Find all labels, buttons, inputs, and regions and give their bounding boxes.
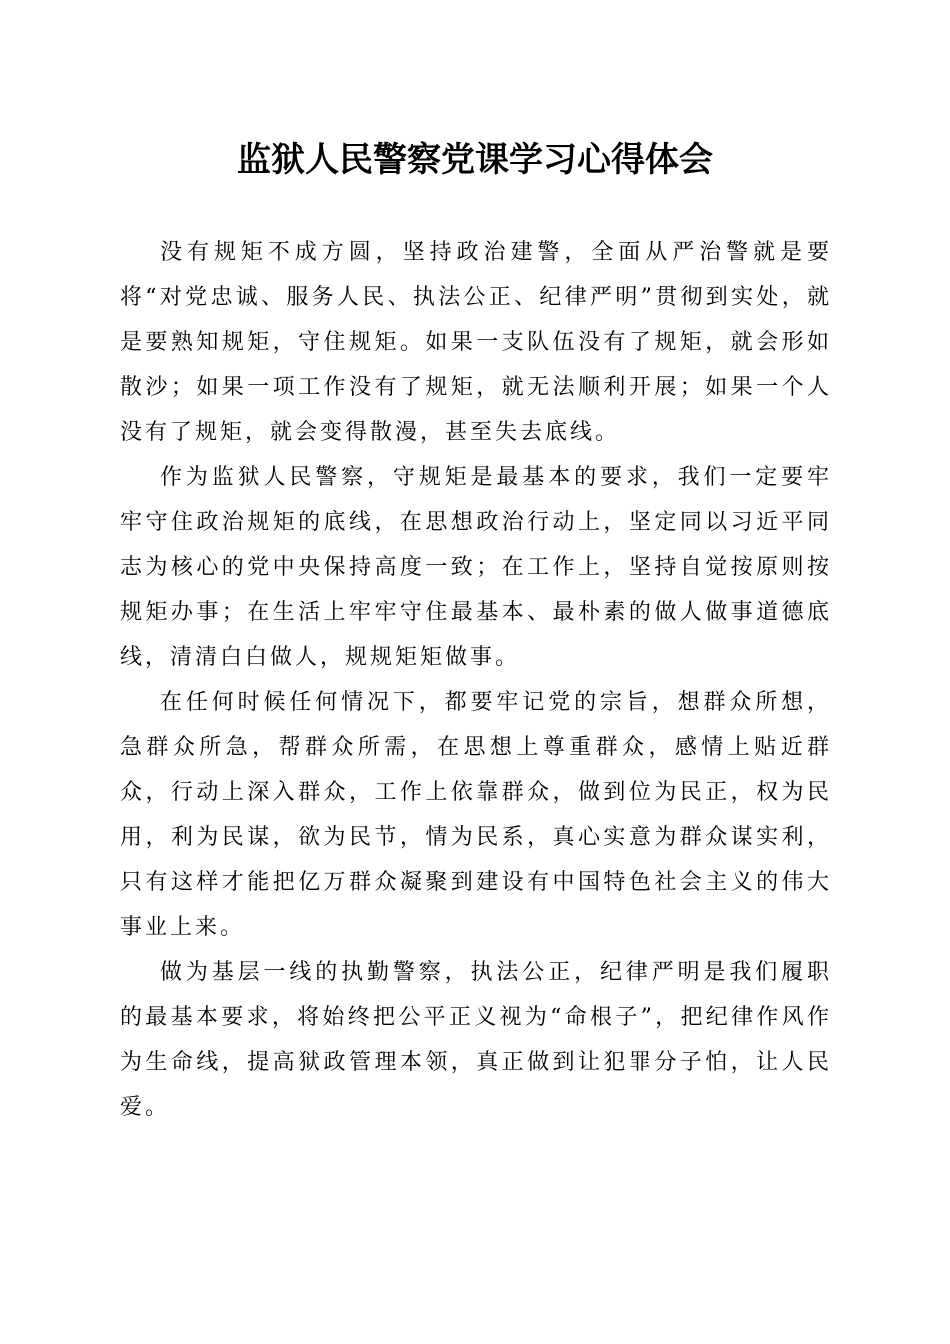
paragraph-2: 作为监狱人民警察，守规矩是最基本的要求，我们一定要牢牢守住政治规矩的底线，在思想政治行动上，坚定同以习近平同志为核心的党中央保持高度一致；在工作上，坚持自觉按原则按规矩办事；在生活上牢牢守住最基本、最朴素的做人做事道德底线，清清白白做人，规规矩矩做事。 (120, 465, 832, 670)
paragraph-1: 没有规矩不成方圆，坚持政治建警，全面从严治警就是要将“对党忠诚、服务人民、执法公正、纪律严明”贯彻到实处，就是要熟知规矩，守住规矩。如果一支队伍没有了规矩，就会形如散沙；如果一项工作没有了规矩，就无法顺利开展；如果一个人没有了规矩，就会变得散漫，甚至失去底线。 (120, 240, 832, 445)
document-body (120, 230, 832, 1130)
document-title: 监狱人民警察党课学习心得体会 (237, 140, 713, 180)
paragraph-4: 做为基层一线的执勤警察，执法公正，纪律严明是我们履职的最基本要求，将始终把公平正义视为“命根子”，把纪律作风作为生命线，提高狱政管理本领，真正做到让犯罪分子怕，让人民爱。 (120, 960, 832, 1120)
paragraph-3: 在任何时候任何情况下，都要牢记党的宗旨，想群众所想，急群众所急，帮群众所需，在思想上尊重群众，感情上贴近群众，行动上深入群众，工作上依靠群众，做到位为民正，权为民用，利为民谋，欲为民节，情为民系，真心实意为群众谋实利，只有这样才能把亿万群众凝聚到建设有中国特色社会主义的伟大事业上来。 (120, 690, 832, 940)
